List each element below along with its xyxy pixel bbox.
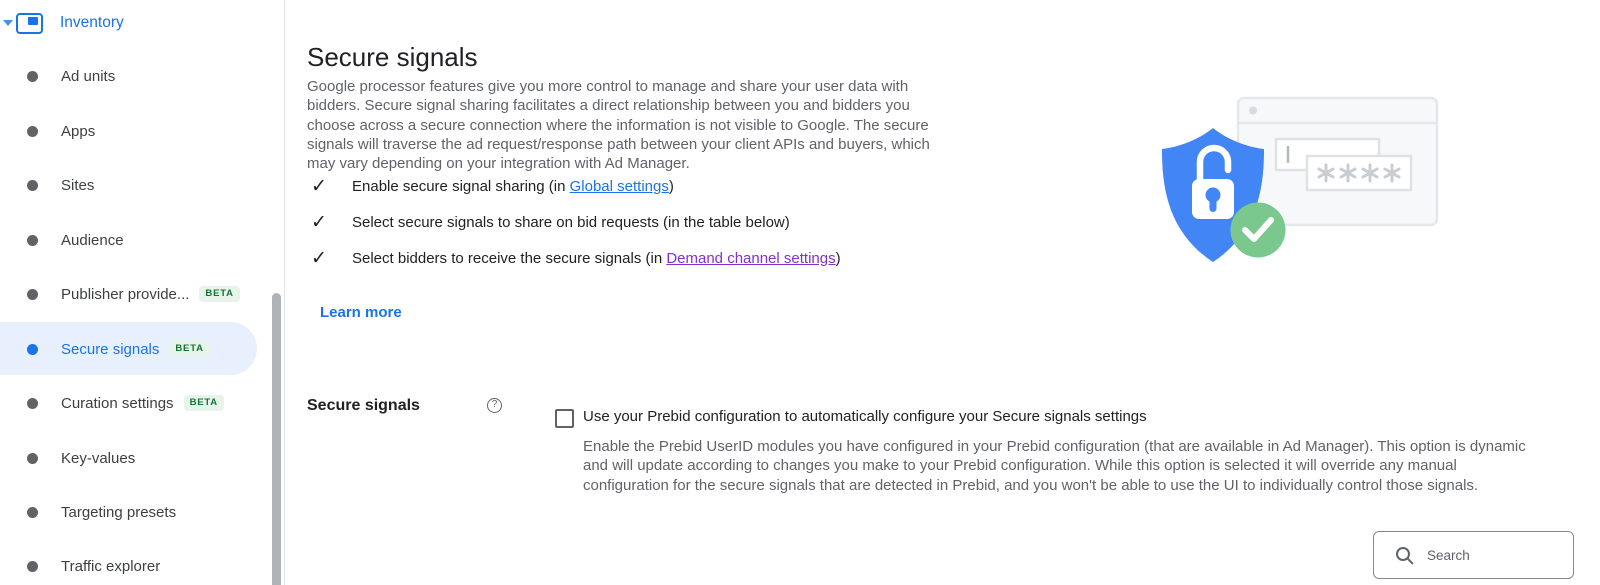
help-icon[interactable]: ? bbox=[487, 398, 502, 413]
checklist-text-post: ) bbox=[668, 177, 674, 195]
checklist-text-pre: Select bidders to receive the secure signals (in bbox=[352, 249, 667, 267]
sidebar-section-label: Inventory bbox=[60, 14, 124, 31]
sidebar-item-sites[interactable] bbox=[0, 158, 257, 212]
checklist-item-select-signals bbox=[307, 210, 790, 234]
sidebar-item-targeting-presets[interactable] bbox=[0, 485, 257, 539]
sidebar-scrollbar[interactable] bbox=[272, 293, 281, 585]
sidebar-item-publisher-provided[interactable] bbox=[0, 267, 257, 321]
check-badge-icon bbox=[1231, 203, 1286, 258]
sidebar-item-label: Publisher provide... bbox=[61, 285, 190, 303]
checklist-item-select-bidders bbox=[307, 246, 841, 270]
sidebar-item-apps[interactable] bbox=[0, 104, 257, 158]
main-content bbox=[285, 0, 1600, 585]
bullet-icon bbox=[27, 180, 38, 191]
bullet-icon bbox=[27, 126, 38, 137]
sidebar-item-label: Curation settings bbox=[61, 394, 174, 412]
checklist-text bbox=[352, 214, 790, 231]
beta-badge: BETA bbox=[184, 395, 224, 411]
sidebar-item-label: Targeting presets bbox=[61, 503, 177, 521]
intro-paragraph: Google processor features give you more control to manage and share your user data with bidders. Secure signal sharing facilitates a direct relationship between you and bidders you choose across a secure connection where the information is not visible to Google. The secure signals will traverse the ad request/response path between your client APIs and buyers, which may vary depending on your integration with Ad Manager. bbox=[307, 78, 930, 173]
sidebar-section-inventory[interactable] bbox=[0, 0, 257, 50]
bullet-icon bbox=[27, 344, 38, 355]
sidebar-item-label: Ad units bbox=[61, 67, 116, 85]
sidebar-item-ad-units[interactable] bbox=[0, 49, 257, 103]
prebid-config-checkbox-label[interactable]: Use your Prebid configuration to automatically configure your Secure signals settings bbox=[583, 408, 1147, 425]
check-icon: ✓ bbox=[311, 175, 327, 197]
sidebar-item-secure-signals[interactable] bbox=[0, 322, 257, 376]
check-icon: ✓ bbox=[311, 211, 327, 233]
search-input[interactable] bbox=[1425, 547, 1565, 564]
sidebar-item-traffic-explorer[interactable] bbox=[0, 539, 257, 585]
sidebar-item-label: Traffic explorer bbox=[61, 557, 161, 575]
inventory-icon bbox=[16, 13, 43, 34]
bullet-icon bbox=[27, 561, 38, 572]
beta-badge: BETA bbox=[199, 286, 239, 302]
bullet-icon bbox=[27, 71, 38, 82]
sidebar-item-label: Sites bbox=[61, 176, 95, 194]
checklist-text bbox=[352, 250, 841, 267]
secure-signals-section-label: Secure signals bbox=[307, 397, 420, 414]
beta-badge: BETA bbox=[169, 341, 209, 357]
sidebar-item-audience[interactable] bbox=[0, 213, 257, 267]
sidebar-item-key-values[interactable] bbox=[0, 431, 257, 485]
collapse-caret-icon[interactable] bbox=[3, 20, 13, 26]
bullet-icon bbox=[27, 235, 38, 246]
bullet-icon bbox=[27, 507, 38, 518]
bullet-icon bbox=[27, 453, 38, 464]
secure-signals-illustration bbox=[1150, 85, 1445, 270]
bullet-icon bbox=[27, 398, 38, 409]
search-icon bbox=[1395, 546, 1414, 565]
sidebar-item-label: Secure signals bbox=[61, 340, 160, 358]
prebid-config-checkbox[interactable] bbox=[555, 409, 574, 428]
page-title: Secure signals bbox=[307, 42, 478, 73]
sidebar-item-curation-settings[interactable] bbox=[0, 376, 257, 430]
checklist-text-post: ) bbox=[835, 249, 841, 267]
sidebar bbox=[0, 0, 285, 585]
sidebar-item-label: Audience bbox=[61, 231, 124, 249]
sidebar-item-label: Key-values bbox=[61, 449, 136, 467]
learn-more-link[interactable]: Learn more bbox=[320, 304, 402, 321]
global-settings-link[interactable]: Global settings bbox=[569, 177, 669, 195]
check-icon: ✓ bbox=[311, 247, 327, 269]
prebid-config-description: Enable the Prebid UserID modules you have configured in your Prebid configuration (that are available in Ad Manager). This option is dynamic and will update according to changes you make to your Prebid configuration. While this option is selected it will override any manual configuration for the secure signals that are detected in Prebid, and you won't be able to use the UI to individually control those signals. bbox=[583, 438, 1526, 494]
table-search-box[interactable] bbox=[1373, 531, 1574, 579]
checklist-text-pre: Enable secure signal sharing (in bbox=[352, 177, 570, 195]
checklist-text-pre: Select secure signals to share on bid requests (in the table below) bbox=[352, 213, 790, 231]
checklist-item-enable-sharing bbox=[307, 174, 674, 198]
checklist-text bbox=[352, 178, 674, 195]
bullet-icon bbox=[27, 289, 38, 300]
sidebar-item-label: Apps bbox=[61, 122, 96, 140]
demand-channel-settings-link[interactable]: Demand channel settings bbox=[666, 249, 836, 267]
